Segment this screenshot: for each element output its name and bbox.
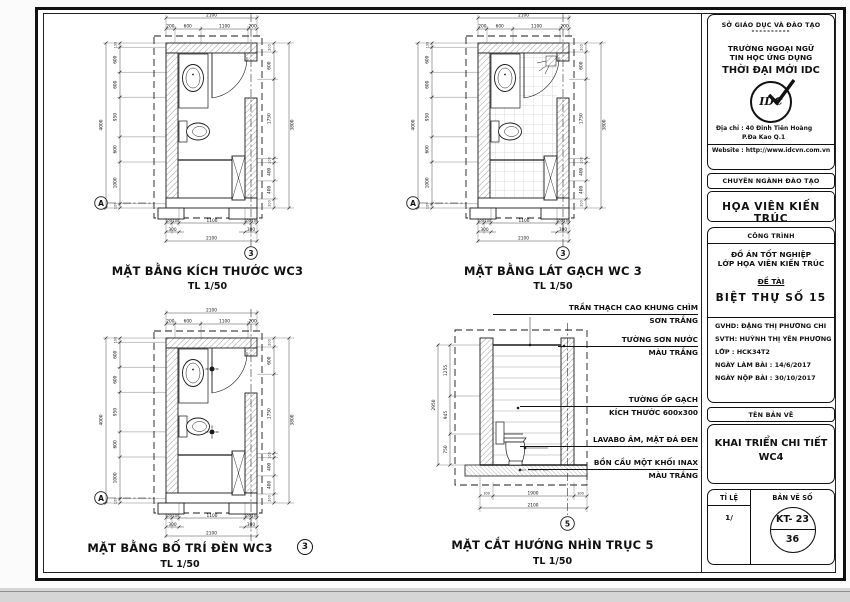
svg-text:100: 100 (425, 202, 430, 210)
svg-text:2100: 2100 (527, 503, 539, 509)
department-underline: ---------- (751, 27, 791, 35)
topic-label: ĐỀ TÀI (757, 277, 785, 286)
toilet-tank (179, 121, 187, 142)
svg-text:1100: 1100 (206, 513, 218, 519)
svg-text:100: 100 (172, 218, 180, 223)
major-header: CHUYÊN NGÀNH ĐÀO TẠO (722, 177, 820, 185)
svg-text:100: 100 (113, 497, 118, 505)
svg-text:3800: 3800 (602, 119, 608, 131)
svg-text:200: 200 (267, 339, 272, 346)
school-name-2: TIN HỌC ỨNG DỤNG (729, 53, 813, 62)
svg-text:100: 100 (477, 218, 484, 223)
section-wall-left (480, 338, 493, 470)
sheet-number-column (751, 490, 834, 564)
svg-text:300: 300 (168, 227, 177, 233)
idc-logo-checkmark (764, 77, 796, 109)
annotation-line1: TƯỜNG SƠN NƯỚC (558, 334, 698, 347)
door-swing-arc (212, 57, 247, 98)
svg-text:100: 100 (113, 202, 118, 210)
svg-text:300: 300 (558, 227, 568, 233)
axis-label-3: 3 (560, 248, 566, 258)
date-start-line: NGÀY LÀM BÀI : 14/6/2017 (715, 361, 811, 369)
brand-name: THỜI ĐẠI MỚI IDC (722, 65, 820, 76)
titleblock-divider (701, 13, 702, 572)
annotation-line2: MÀU TRẮNG (648, 348, 698, 357)
class-line: LỚP : HCK34T2 (715, 348, 770, 356)
svg-text:300: 300 (480, 227, 489, 233)
svg-text:600: 600 (113, 350, 119, 359)
svg-text:600: 600 (113, 55, 119, 64)
svg-text:950: 950 (113, 407, 119, 417)
svg-text:600: 600 (183, 319, 192, 325)
svg-text:100: 100 (251, 218, 259, 223)
annotation-tiled-wall (520, 394, 698, 418)
svg-text:4000: 4000 (99, 414, 105, 426)
pier-right (229, 503, 257, 514)
annotation-painted-wall (558, 334, 698, 358)
svg-text:100: 100 (172, 513, 180, 518)
pier-left (158, 208, 184, 219)
toilet-bowl (499, 123, 522, 140)
svg-text:200: 200 (267, 44, 272, 51)
svg-text:200: 200 (166, 24, 175, 30)
svg-text:400: 400 (579, 185, 585, 195)
wall-left (478, 53, 490, 208)
axis-label-3: 3 (302, 542, 308, 552)
svg-text:100: 100 (579, 157, 584, 164)
svg-text:600: 600 (113, 80, 119, 89)
svg-text:1255: 1255 (444, 365, 449, 376)
toilet-bowl (187, 123, 210, 140)
axis-bubble-3-den (297, 539, 313, 555)
axis-label-3: 3 (248, 248, 254, 258)
svg-text:1750: 1750 (579, 113, 585, 125)
svg-text:400: 400 (267, 185, 273, 195)
wall-left (166, 348, 178, 503)
department-name: SỞ GIÁO DỤC VÀ ĐÀO TẠO (721, 21, 821, 29)
svg-text:200: 200 (166, 319, 175, 325)
svg-text:1000: 1000 (113, 472, 119, 484)
titleblock-scale-sheet-box (707, 489, 835, 565)
svg-text:1750: 1750 (267, 408, 273, 420)
svg-text:945: 945 (444, 410, 449, 420)
student-line: SVTH: HUỲNH THỊ YÊN PHƯƠNG (715, 335, 832, 343)
annotation-toilet (528, 457, 698, 481)
svg-text:300: 300 (246, 227, 256, 233)
svg-text:1100: 1100 (219, 24, 230, 30)
svg-text:600: 600 (425, 145, 431, 154)
svg-text:3800: 3800 (290, 414, 296, 426)
svg-text:2100: 2100 (206, 531, 217, 537)
svg-text:100: 100 (267, 452, 272, 459)
svg-text:300: 300 (168, 522, 177, 528)
scale-value: 1/ (725, 513, 733, 522)
scale-section-truc-5: TL 1/50 (532, 556, 573, 567)
plan-bo-tri-den-wc3 (88, 305, 313, 555)
title-section-truc-5: MẶT CẮT HƯỚNG NHÌN TRỤC 5 (451, 538, 654, 552)
scale-column (708, 490, 751, 564)
scale-plan-lat-gach: TL 1/50 (533, 281, 573, 292)
svg-text:2100: 2100 (518, 13, 529, 19)
website: Website : http://www.idcvn.com.vn (711, 147, 831, 154)
svg-text:200: 200 (267, 200, 272, 207)
svg-text:1100: 1100 (206, 218, 218, 224)
title-plan-bo-tri-den: MẶT BẰNG BỐ TRÍ ĐÈN WC3 (87, 541, 273, 555)
svg-text:600: 600 (579, 61, 585, 70)
project-header: CÔNG TRÌNH (747, 232, 795, 240)
pier-right (541, 208, 569, 219)
wall-left (166, 53, 178, 208)
svg-text:200: 200 (248, 24, 257, 30)
svg-text:100: 100 (425, 41, 430, 49)
svg-text:100: 100 (244, 513, 251, 518)
svg-text:2100: 2100 (206, 236, 217, 242)
svg-text:600: 600 (425, 80, 431, 89)
svg-text:600: 600 (495, 24, 504, 30)
title-plan-lat-gach: MẶT BẰNG LÁT GẠCH WC 3 (463, 264, 643, 278)
svg-text:4000: 4000 (411, 119, 417, 131)
toilet-tank (491, 121, 499, 142)
svg-text:100: 100 (251, 513, 259, 518)
svg-text:100: 100 (165, 218, 172, 223)
svg-text:1900: 1900 (527, 491, 539, 497)
svg-text:200: 200 (579, 200, 584, 207)
annotation-line2: MÀU TRẮNG (648, 471, 698, 480)
door-swing-arc (212, 352, 247, 393)
svg-text:200: 200 (478, 24, 487, 30)
svg-text:100: 100 (484, 218, 492, 223)
svg-text:1000: 1000 (425, 177, 431, 189)
plan-lat-gach-wc3 (400, 10, 625, 260)
svg-text:400: 400 (267, 462, 273, 471)
svg-text:200: 200 (560, 24, 569, 30)
svg-text:100: 100 (113, 41, 118, 49)
svg-text:2950: 2950 (431, 399, 437, 411)
toilet-bowl (187, 418, 210, 435)
sink-drain (192, 369, 194, 371)
toilet-tank (179, 416, 187, 437)
svg-text:100: 100 (165, 513, 172, 518)
wall-top (166, 338, 257, 348)
axis-label-a: A (98, 493, 104, 503)
scale-label: TỈ LỆ (708, 490, 750, 506)
svg-text:2100: 2100 (206, 13, 217, 19)
sheet-number-circle (770, 507, 816, 553)
svg-text:600: 600 (267, 61, 273, 70)
svg-text:100: 100 (483, 491, 490, 496)
annotation-line1: BỒN CẦU MỘT KHỐI INAX (528, 457, 698, 470)
sink (495, 65, 516, 92)
drawing-name-1: KHAI TRIỂN CHI TIẾT (714, 438, 828, 449)
svg-text:1100: 1100 (518, 218, 530, 224)
annotation-ceiling (493, 302, 698, 326)
annotation-line2: KÍCH THƯỚC 600x300 (609, 408, 698, 417)
project-line-1: ĐỒ ÁN TỐT NGHIỆP (730, 250, 812, 259)
idc-logo-text: IDC (759, 95, 783, 108)
svg-text:1000: 1000 (113, 177, 119, 189)
sheet-number-label: BẢN VẼ SỐ (772, 494, 813, 502)
svg-text:400: 400 (267, 480, 273, 490)
axis-label-a: A (98, 198, 104, 208)
sink (183, 65, 204, 92)
svg-text:1100: 1100 (219, 319, 230, 325)
svg-text:4000: 4000 (99, 119, 105, 131)
svg-text:600: 600 (113, 145, 119, 154)
topic-name: BIỆT THỰ SỐ 15 (715, 292, 827, 304)
date-submit-line: NGÀY NỘP BÀI : 30/10/2017 (715, 374, 816, 382)
svg-text:1100: 1100 (531, 24, 542, 30)
school-name-1: TRƯỜNG NGOẠI NGỮ (727, 44, 815, 53)
svg-text:600: 600 (183, 24, 192, 30)
annotation-line2: SƠN TRẮNG (649, 316, 698, 325)
axis-label-a: A (410, 198, 416, 208)
drawing-name-2: WC4 (758, 452, 784, 463)
svg-text:100: 100 (244, 218, 251, 223)
sheet-number: 36 (785, 534, 800, 545)
annotation-line1: TƯỜNG ỐP GẠCH (520, 394, 698, 407)
titleblock-major-box (707, 191, 835, 225)
title-plan-kich-thuoc: MẶT BẰNG KÍCH THƯỚC WC3 (111, 264, 304, 278)
svg-text:100: 100 (577, 491, 584, 496)
svg-text:600: 600 (267, 356, 273, 365)
svg-text:2100: 2100 (206, 308, 217, 314)
wall-top (478, 43, 569, 53)
svg-text:200: 200 (579, 44, 584, 51)
wc-plan-drawing (88, 10, 313, 260)
svg-text:200: 200 (248, 319, 257, 325)
svg-text:400: 400 (579, 167, 585, 176)
drawing-name-header: TÊN BẢN VẼ (748, 410, 794, 419)
svg-text:100: 100 (267, 157, 272, 164)
svg-text:300: 300 (246, 522, 256, 528)
annotation-lavabo (520, 434, 698, 447)
pier-left (158, 503, 184, 514)
pier-left (470, 208, 496, 219)
svg-text:2100: 2100 (518, 236, 529, 242)
annotation-line1: LAVABO ÂM, MẶT ĐÁ ĐEN (520, 434, 698, 447)
wc-plan-drawing (400, 10, 625, 260)
svg-text:200: 200 (267, 495, 272, 502)
svg-text:750: 750 (444, 445, 449, 454)
table-edge-line (0, 591, 850, 592)
sink-drain (504, 74, 506, 76)
titleblock-major-header-box (707, 173, 835, 189)
sheet-code: KT- 23 (771, 508, 815, 530)
svg-text:400: 400 (267, 167, 273, 176)
svg-text:3800: 3800 (290, 119, 296, 131)
scale-plan-bo-tri-den: TL 1/50 (160, 559, 200, 570)
address-line-1: Địa chỉ : 40 Đinh Tiên Hoàng (716, 125, 813, 132)
advisor-line: GVHD: ĐẶNG THỊ PHƯƠNG CHI (715, 322, 827, 330)
svg-text:100: 100 (113, 336, 118, 344)
project-line-2: LỚP HỌA VIÊN KIẾN TRÚC (717, 259, 825, 268)
axis-label-5: 5 (564, 519, 571, 529)
svg-text:600: 600 (425, 55, 431, 64)
svg-text:950: 950 (113, 112, 119, 122)
svg-text:100: 100 (556, 218, 563, 223)
plan-kich-thuoc-wc3 (88, 10, 313, 260)
scale-plan-kich-thuoc: TL 1/50 (187, 281, 228, 292)
idc-logo (748, 79, 794, 123)
svg-text:600: 600 (113, 440, 119, 449)
sink (183, 360, 204, 387)
wc-plan-drawing (88, 305, 313, 555)
sink-drain (192, 74, 194, 76)
svg-text:600: 600 (113, 375, 119, 384)
svg-text:1750: 1750 (267, 113, 273, 125)
svg-text:950: 950 (425, 112, 431, 122)
titleblock-name-box (707, 424, 835, 484)
address-line-2: P.Đa Kao Q.1 (742, 133, 786, 141)
wall-top (166, 43, 257, 53)
titleblock-name-header-box (707, 407, 835, 422)
annotation-line1: TRẦN THẠCH CAO KHUNG CHÌM (493, 302, 698, 315)
pier-right (229, 208, 257, 219)
titleblock-project-box (707, 227, 835, 403)
titleblock-school-box (707, 14, 835, 170)
svg-text:100: 100 (563, 218, 571, 223)
major-name: HỌA VIÊN KIẾN TRÚC (722, 201, 820, 225)
